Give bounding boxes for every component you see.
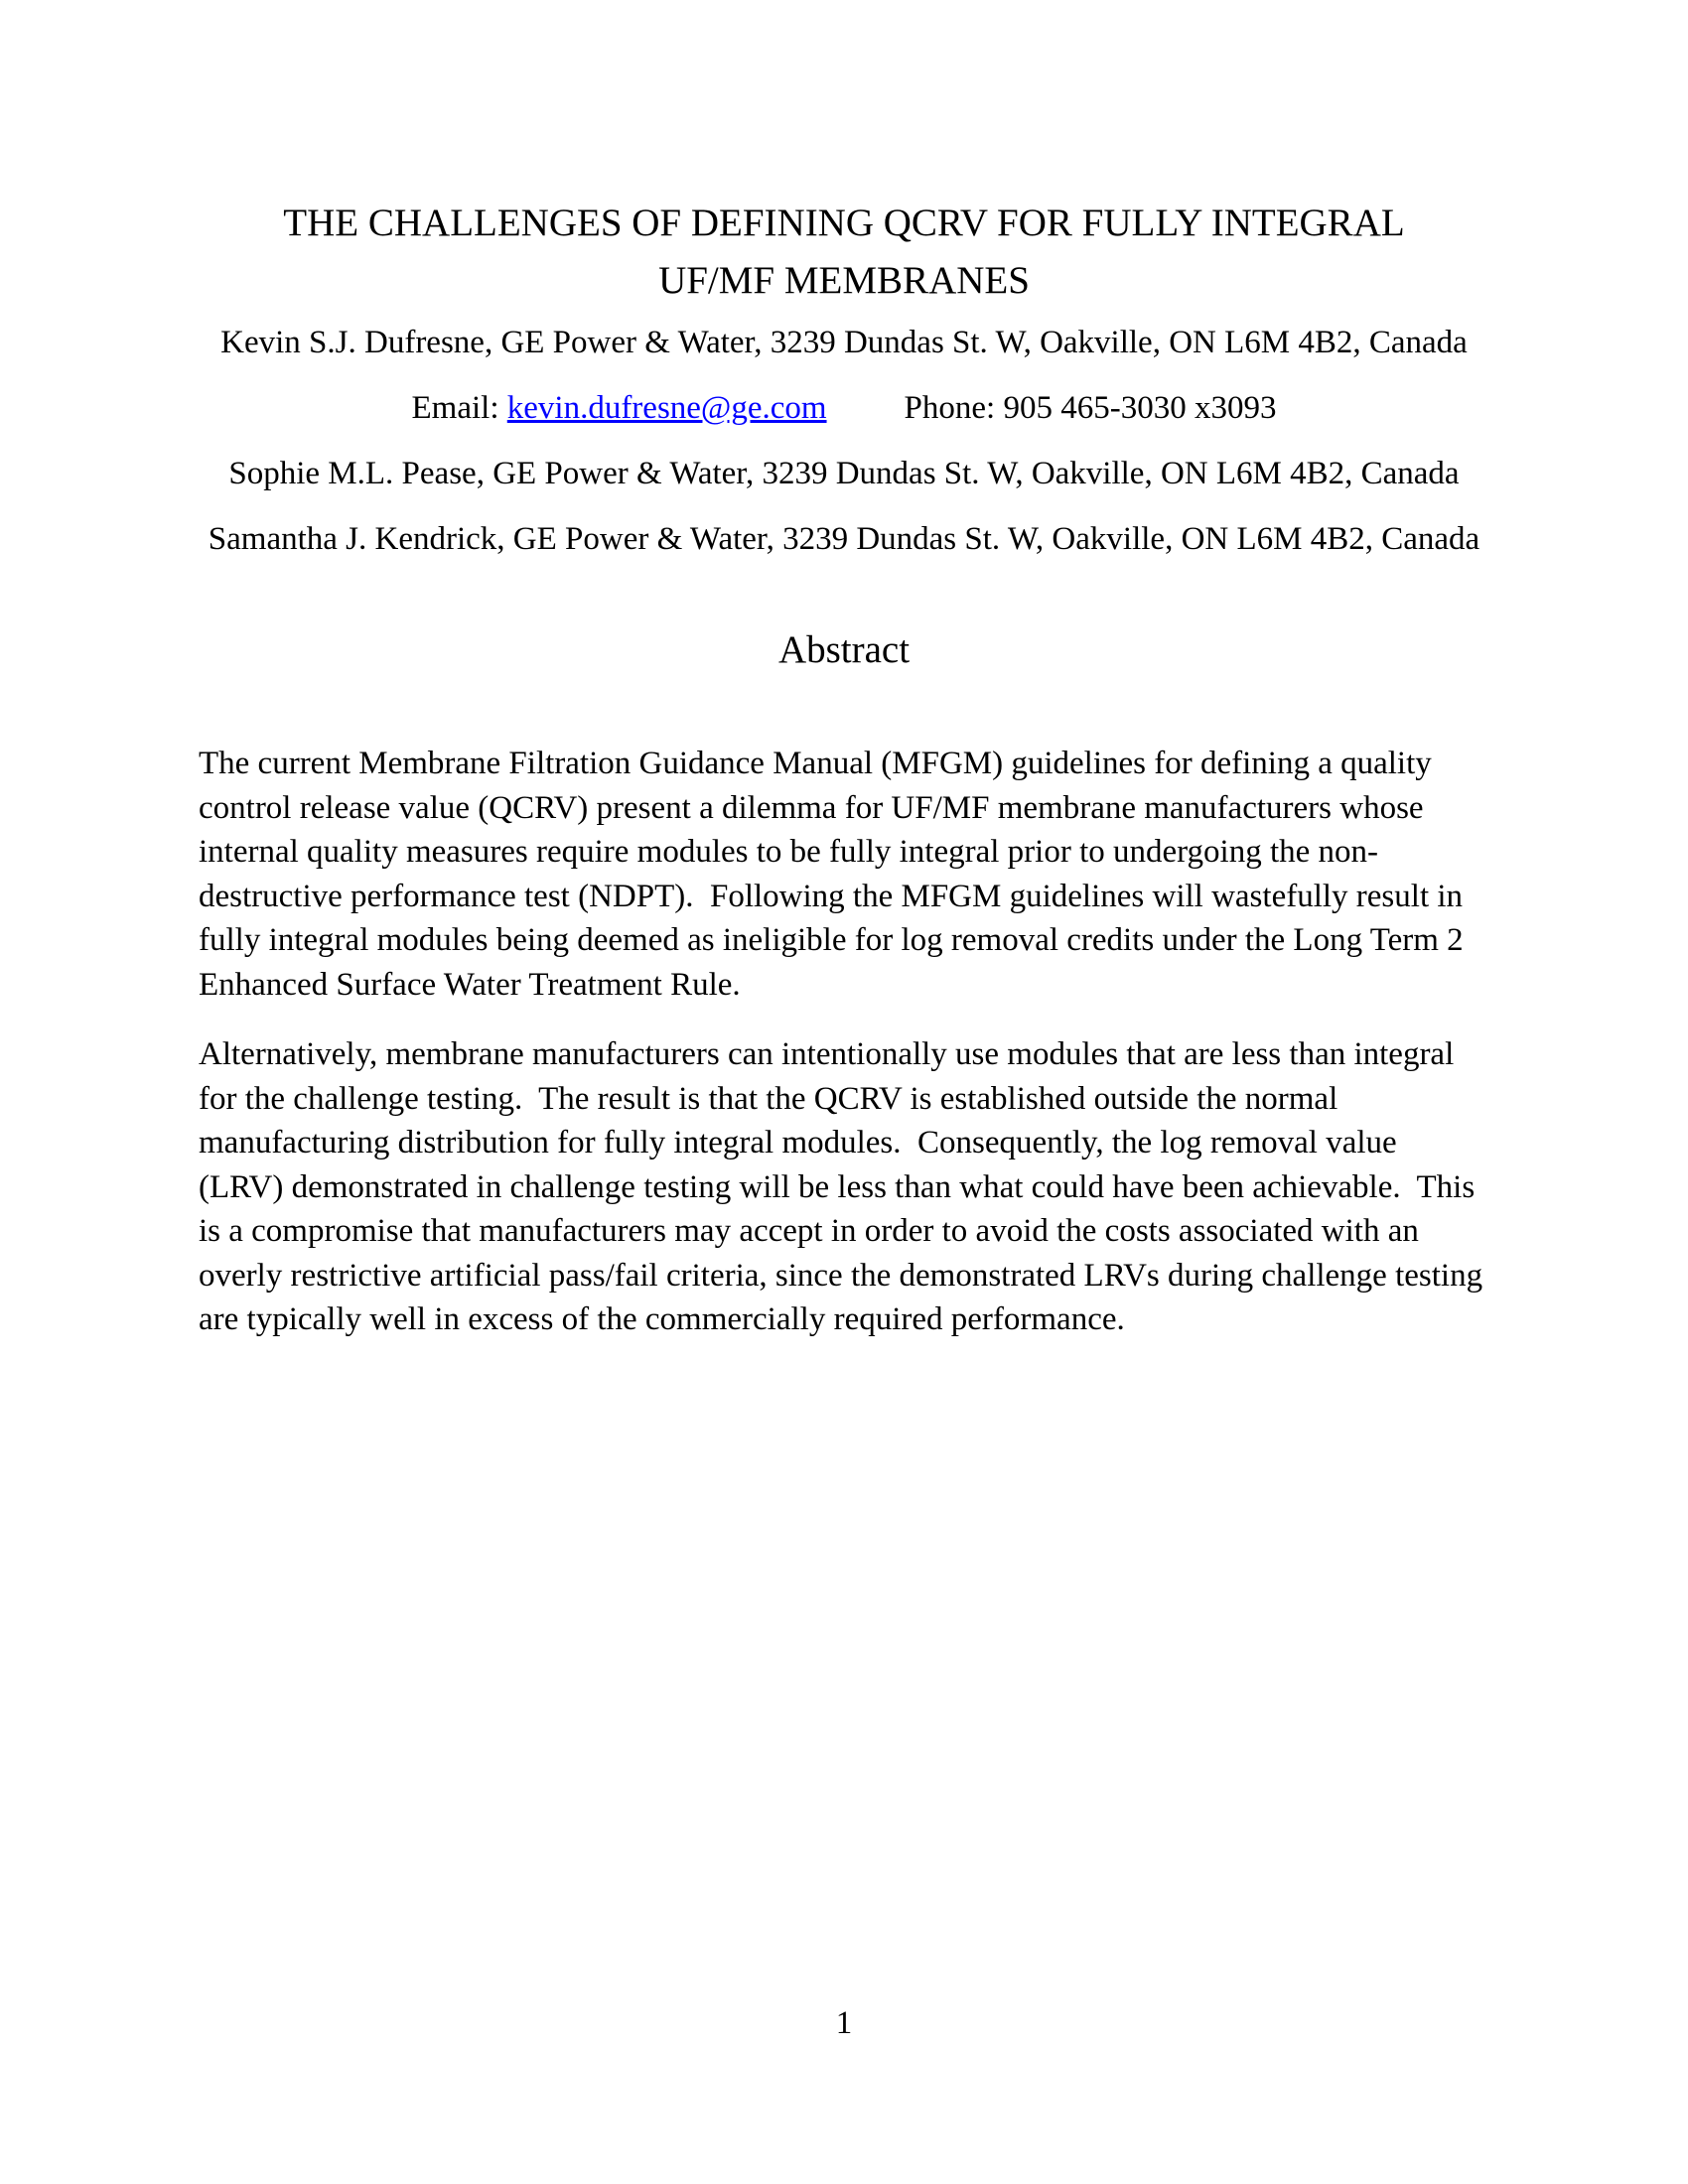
contact-line bbox=[199, 375, 1489, 441]
phone-text: Phone: 905 465-3030 x3093 bbox=[904, 390, 1277, 426]
email-label: Email: bbox=[411, 390, 507, 426]
email-link[interactable]: kevin.dufresne@ge.com bbox=[506, 390, 827, 426]
paper-title bbox=[199, 195, 1489, 310]
page-content bbox=[199, 0, 1489, 1342]
author-line-3: Samantha J. Kendrick, GE Power & Water, 3239 Dundas St. W, Oakville, ON L6M 4B2, Canada bbox=[208, 521, 1480, 557]
paper-title-line-1: THE CHALLENGES OF DEFINING QCRV FOR FULLY INTEGRAL bbox=[283, 202, 1405, 244]
abstract-paragraph-2: Alternatively, membrane manufacturers can intentionally use modules that are less than integral for the challenge testing. The result is that the QCRV is established outside the normal manufacturing distribution for fully integral modules. Consequently, the log removal value (LRV) demonstrated in challenge testing will be less than what could have been achievable. This is a compromise that manufacturers may accept in order to avoid the costs associated with an overly restrictive artificial pass/fail criteria, since the demonstrated LRVs during challenge testing are typically well in excess of the commercially required performance. bbox=[199, 1036, 1491, 1337]
author-line-1: Kevin S.J. Dufresne, GE Power & Water, 3239 Dundas St. W, Oakville, ON L6M 4B2, Canada bbox=[220, 325, 1468, 360]
abstract-paragraph-1: The current Membrane Filtration Guidance Manual (MFGM) guidelines for defining a quality control release value (QCRV) present a dilemma for UF/MF membrane manufacturers whose internal quality measures require modules to be fully integral prior to undergoing the non-destructive performance test (NDPT). Following the MFGM guidelines will wastefully result in fully integral modules being deemed as ineligible for log removal credits under the Long Term 2 Enhanced Surface Water Treatment Rule. bbox=[199, 746, 1472, 1003]
author-line-2: Sophie M.L. Pease, GE Power & Water, 3239 Dundas St. W, Oakville, ON L6M 4B2, Canada bbox=[228, 456, 1460, 491]
abstract-heading: Abstract bbox=[777, 628, 911, 671]
paper-title-line-2: UF/MF MEMBRANES bbox=[658, 259, 1030, 302]
page-number: 1 bbox=[835, 2005, 853, 2041]
